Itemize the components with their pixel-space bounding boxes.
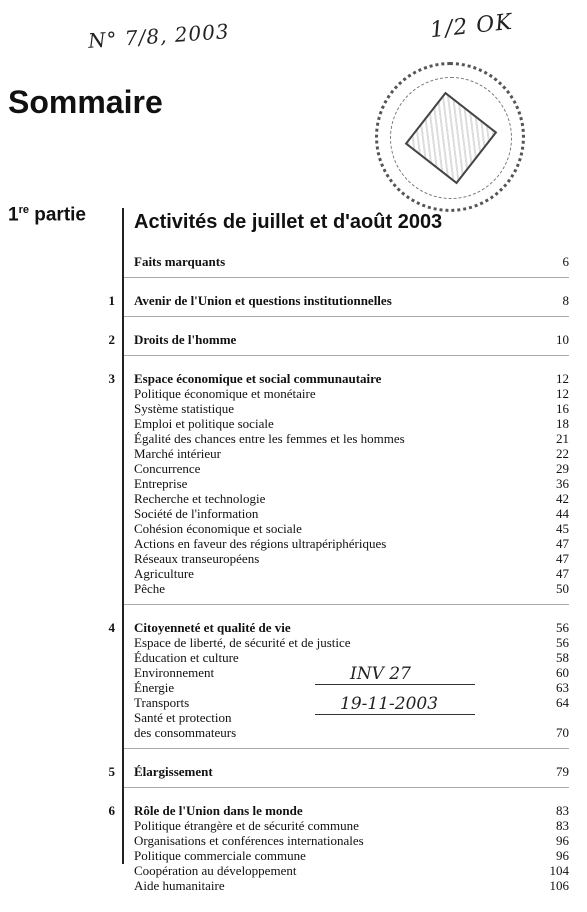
handwritten-date: 19-11-2003 [340,694,439,714]
toc-entry [0,635,587,650]
entry-page-number: 70 [556,725,569,740]
entry-title: Transports [134,695,190,710]
entry-page-number: 29 [556,461,569,476]
entry-title: des consommateurs [134,725,237,740]
page-title: Sommaire [8,84,163,120]
toc-entry [0,818,587,833]
toc-entry [0,695,587,710]
entry-page-number: 36 [556,476,569,491]
toc-entry [0,431,587,446]
section-title: Rôle de l'Union dans le monde [134,803,303,818]
section-title: Citoyenneté et qualité de vie [134,620,291,635]
toc-entry [0,551,587,566]
section-separator [124,316,569,317]
entry-page-number: 63 [556,680,569,695]
section-title: Espace économique et social communautaire [134,371,382,386]
entry-page-number: 16 [556,401,569,416]
section-number: 2 [108,332,115,347]
entry-title: Politique étrangère et de sécurité commune [134,818,359,833]
toc-section-heading [0,293,587,308]
entry-page-number: 50 [556,581,569,596]
toc-section [0,293,587,308]
entry-title: Recherche et technologie [134,491,266,506]
entry-title: Réseaux transeuropéens [134,551,260,566]
section-number: 4 [108,620,115,635]
toc-section-heading [0,620,587,635]
toc-entry [0,386,587,401]
toc-entry [0,878,587,893]
entry-title: Égalité des chances entre les femmes et les hommes [134,431,405,446]
entry-title: Éducation et culture [134,650,239,665]
entry-page-number: 64 [556,695,569,710]
entry-page-number: 12 [556,386,569,401]
section-page-number: 79 [556,764,569,779]
part-title: Activités de juillet et d'août 2003 [134,211,443,233]
entry-page-number: 104 [549,863,569,878]
entry-page-number: 47 [556,536,569,551]
date-underline [315,714,475,715]
entry-title: Énergie [134,680,175,695]
part-ordinal-suffix: re [18,204,29,216]
entry-page-number: 96 [556,848,569,863]
entry-page-number: 47 [556,551,569,566]
section-title: Droits de l'homme [134,332,237,347]
entry-page-number: 56 [556,635,569,650]
section-page-number: 83 [556,803,569,818]
entry-page-number: 96 [556,833,569,848]
table-of-contents [0,254,587,912]
section-title: Faits marquants [134,254,226,269]
entry-title: Pêche [134,581,166,596]
section-page-number: 6 [562,254,569,269]
toc-entry [0,506,587,521]
entry-title: Emploi et politique sociale [134,416,274,431]
toc-section [0,371,587,596]
section-title: Élargissement [134,764,213,779]
toc-section [0,764,587,779]
section-number: 6 [108,803,115,818]
entry-title: Aide humanitaire [134,878,225,893]
entry-page-number: 58 [556,650,569,665]
entry-title: Politique économique et monétaire [134,386,316,401]
toc-entry [0,446,587,461]
entry-title: Cohésion économique et sociale [134,521,302,536]
toc-section [0,332,587,347]
entry-page-number: 83 [556,818,569,833]
section-page-number: 56 [556,620,569,635]
toc-entry [0,536,587,551]
toc-section-heading [0,764,587,779]
toc-section [0,803,587,893]
toc-section-heading [0,371,587,386]
toc-section-heading [0,803,587,818]
entry-title: Agriculture [134,566,194,581]
entry-title: Marché intérieur [134,446,221,461]
toc-section-heading [0,332,587,347]
toc-entry [0,725,587,740]
toc-entry [0,581,587,596]
entry-title: Entreprise [134,476,188,491]
entry-title: Système statistique [134,401,235,416]
toc-entry [0,476,587,491]
section-number: 1 [108,293,115,308]
section-separator [124,355,569,356]
section-separator [124,604,569,605]
section-page-number: 8 [562,293,569,308]
entry-page-number: 47 [556,566,569,581]
entry-page-number: 18 [556,416,569,431]
toc-entry [0,863,587,878]
entry-title: Actions en faveur des régions ultrapériphériques [134,536,387,551]
entry-page-number: 106 [549,878,569,893]
part-label [8,204,86,226]
toc-entry [0,401,587,416]
part-word: partie [28,204,87,226]
toc-entry [0,848,587,863]
entry-page-number: 22 [556,446,569,461]
entry-title: Société de l'information [134,506,259,521]
toc-section [0,620,587,740]
handwritten-check-note: 1/2 OK [428,9,514,44]
section-separator [124,787,569,788]
entry-page-number: 42 [556,491,569,506]
section-title: Avenir de l'Union et questions institutionnelles [134,293,392,308]
entry-page-number: 60 [556,665,569,680]
entry-page-number: 21 [556,431,569,446]
entry-title: Concurrence [134,461,201,476]
toc-entry [0,665,587,680]
entry-title: Santé et protection [134,710,232,725]
library-stamp [375,62,525,212]
toc-entry [0,650,587,665]
toc-entry [0,521,587,536]
section-number: 3 [108,371,115,386]
entry-title: Coopération au développement [134,863,297,878]
section-separator [124,748,569,749]
handwritten-inventory-number: INV 27 [350,664,411,684]
entry-page-number: 45 [556,521,569,536]
inventory-underline [315,684,475,685]
toc-entry [0,416,587,431]
entry-title: Organisations et conférences internationales [134,833,364,848]
toc-entry [0,461,587,476]
toc-entry [0,710,587,725]
toc-entry [0,566,587,581]
toc-section-heading [0,254,587,269]
handwritten-issue-number: N° 7/8, 2003 [87,19,231,53]
section-page-number: 12 [556,371,569,386]
entry-title: Environnement [134,665,215,680]
entry-page-number: 44 [556,506,569,521]
entry-title: Espace de liberté, de sécurité et de justice [134,635,351,650]
toc-entry [0,491,587,506]
section-number: 5 [108,764,115,779]
toc-entry [0,680,587,695]
section-page-number: 10 [556,332,569,347]
toc-section [0,254,587,269]
section-separator [124,277,569,278]
toc-entry [0,833,587,848]
part-number: 1 [8,204,19,226]
entry-title: Politique commerciale commune [134,848,306,863]
